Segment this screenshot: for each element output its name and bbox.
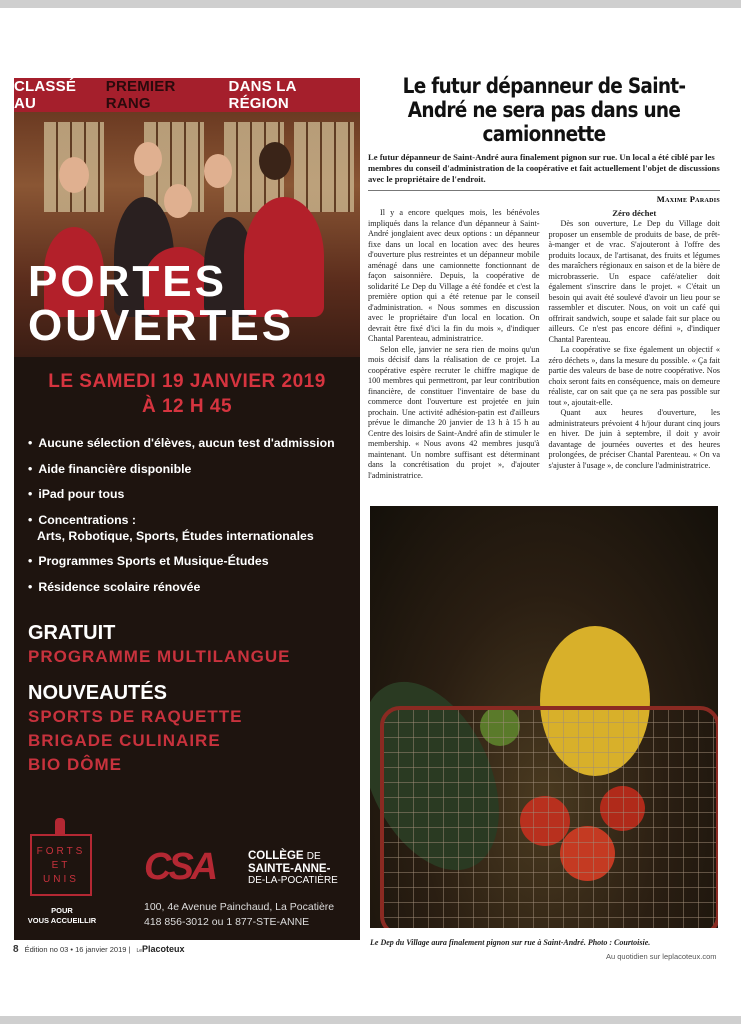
photo-caption: Le Dep du Village aura finalement pignon sur rue à Saint-André. Photo : Courtoisie. <box>370 938 651 947</box>
headline-line: PORTES <box>28 257 227 306</box>
college-phone: 418 856-3012 ou 1 877-STE-ANNE <box>144 916 310 928</box>
college-name <box>248 850 338 887</box>
nouveaute-item: BRIGADE CULINAIRE <box>28 730 221 750</box>
concentrations-label: Concentrations : <box>38 512 137 527</box>
top-border <box>0 0 741 8</box>
college-word: SAINTE-ANNE- <box>248 863 331 875</box>
motto-line: UNIS <box>43 874 79 885</box>
college-word: COLLÈGE <box>248 850 304 862</box>
article-subhead: Zéro déchet <box>612 208 657 218</box>
paragraph: Il y a encore quelques mois, les bénévoles impliqués dans la relance d'un dépanneur à Saint-André jonglaient avec deux options : un dépanneur fixe dans un local en location avec des heures d'ouverture plus restreintes et un dépanneur mobile aménagé dans une camionnette fonctionnant de façon saisonnière. Depuis, la coopérative de solidarité Le Dep du Village a été fondée et c'est la première option qui a été retenue par le conseil d'administration. « Nous sommes en discussion avec le propriétaire d'un local en location. On devrait être fixé d'ici la fin du mois », d'indiquer Chantal Parenteau, administratrice. <box>368 208 540 343</box>
list-item: • Résidence scolaire rénovée <box>28 579 360 595</box>
concentrations-detail: Arts, Robotique, Sports, Études internationales <box>37 528 314 543</box>
event-date <box>14 369 360 419</box>
college-word: DE-LA-POCATIÈRE <box>248 875 338 886</box>
article <box>368 74 720 481</box>
paragraph: Selon elle, janvier ne sera rien de moins qu'un mois décisif dans la réalisation de ce projet. La coopérative espère recruter le chiffre magique de 100 membres qui permettront, par leur contribution financière, de constituer l'inventaire de base du commerce dont l'ouverture est projetée en juin prochain. Une activité adhésion-patin est d'ailleurs prévue le dimanche 20 janvier de 13 h à 15 h au Centre des loisirs de Saint-André afin de stimuler le membership. « Nous avons 42 membres jusqu'à maintenant. Un nombre suffisant est déterminant dans la concrétisation du projet », d'ajouter l'administratrice. <box>368 344 540 480</box>
motto-line: ET <box>51 860 71 871</box>
banner-text-end: DANS LA RÉGION <box>228 78 297 112</box>
article-byline: Maxime Paradis <box>656 194 720 204</box>
article-column-1 <box>368 208 540 481</box>
college-logo-area <box>14 818 360 940</box>
bottom-border <box>0 1016 741 1024</box>
gratuit-section <box>28 621 360 777</box>
nouveautes-heading: NOUVEAUTÉS <box>28 681 167 704</box>
page-number: 8 <box>13 944 19 955</box>
vegetable-basket-photo <box>370 506 718 928</box>
college-address: 100, 4e Avenue Painchaud, La Pocatière <box>144 901 335 913</box>
portes-ouvertes-headline <box>28 257 295 350</box>
paragraph: Dès son ouverture, Le Dep du Village doit proposer un ensemble de produits de base, de prêt-à-manger et de vrac. S'ajouteront à l'offre des produits locaux, de l'artisanat, des fruits et légumes des maraîchers régionaux en saison et de la bière de microbrasserie. Un espace café/atelier doit également s'inscrire dans le projet. « C'était un besoin qui avait été soulevé d'avoir un lieu pour se rassembler et discuter. Nous, on voit un café qui offrirait sandwich, soupe et salade fait sur place ou ailleurs. Ce n'est pas encore défini », d'indiquer Chantal Parenteau. <box>548 219 720 344</box>
article-body <box>368 208 720 481</box>
motto-sub-line: VOUS ACCUEILLIR <box>27 916 97 925</box>
site-tagline: Au quotidien sur leplacoteux.com <box>606 952 717 961</box>
students-photo <box>14 112 360 357</box>
college-contact <box>144 900 334 930</box>
banner-text: CLASSÉ AU <box>14 78 77 112</box>
article-title: Le futur dépanneur de Saint-André ne sera pas dans une camionnette <box>402 74 686 146</box>
gratuit-item: PROGRAMME MULTILANGUE <box>28 646 291 666</box>
list-item: • Aide financière disponible <box>28 461 360 477</box>
headline-line: OUVERTES <box>28 301 295 350</box>
motto-sub <box>24 906 100 926</box>
brand-name: Placoteux <box>142 944 185 954</box>
banner-highlight: PREMIER RANG <box>105 78 176 112</box>
college-word: DE <box>306 851 321 862</box>
time-line: À 12 H 45 <box>141 396 233 417</box>
motto-line: FORTS <box>36 846 86 857</box>
brand-prefix: Le <box>136 948 143 954</box>
ad-banner <box>14 78 360 112</box>
nouveaute-item: SPORTS DE RAQUETTE <box>28 706 243 726</box>
nouveaute-item: BIO DÔME <box>28 754 122 774</box>
advertisement-csa <box>14 78 360 940</box>
paragraph: Quant aux heures d'ouverture, les administrateurs prévoient 4 h/jour durant cinq jours en hiver. De juin à septembre, il doit y avoir davantage de journées ouvertes et des heures prolongées, de préciser Chantal Parenteau. « On va s'ajuster à l'usage », de conclure l'administratrice. <box>548 408 720 470</box>
forts-et-unis-emblem <box>30 834 92 896</box>
list-item <box>28 512 360 544</box>
list-item: • Aucune sélection d'élèves, aucun test d'admission <box>28 435 360 451</box>
article-column-2 <box>549 208 721 481</box>
list-item: • iPad pour tous <box>28 486 360 502</box>
list-item: • Programmes Sports et Musique-Études <box>28 553 360 569</box>
csa-logo: CSA <box>144 846 216 888</box>
features-list <box>28 435 360 595</box>
edition-info: Édition no 03 • 16 janvier 2019 | <box>24 945 131 954</box>
date-line: LE SAMEDI 19 JANVIER 2019 <box>48 371 326 392</box>
page-footer <box>13 944 185 955</box>
motto-sub-line: POUR <box>51 906 73 915</box>
paragraph: La coopérative se fixe également un objectif « zéro déchets », dans la mesure du possible. « Ça fait partie des valeurs de base de notre coopérative. Nos choix seront faits en conséquence, mais on demeure réaliste, car on sait que ça ne sera pas possible sur tout », ajoutait-elle. <box>548 345 720 407</box>
gratuit-heading: GRATUIT <box>28 621 116 644</box>
article-lead: Le futur dépanneur de Saint-André aura finalement pignon sur rue. Un local a été ciblé par les membres du conseil d'administration de la coopérative et fait actuellement l'objet de discussions avec le propriétaire de l'endroit. <box>368 152 720 191</box>
